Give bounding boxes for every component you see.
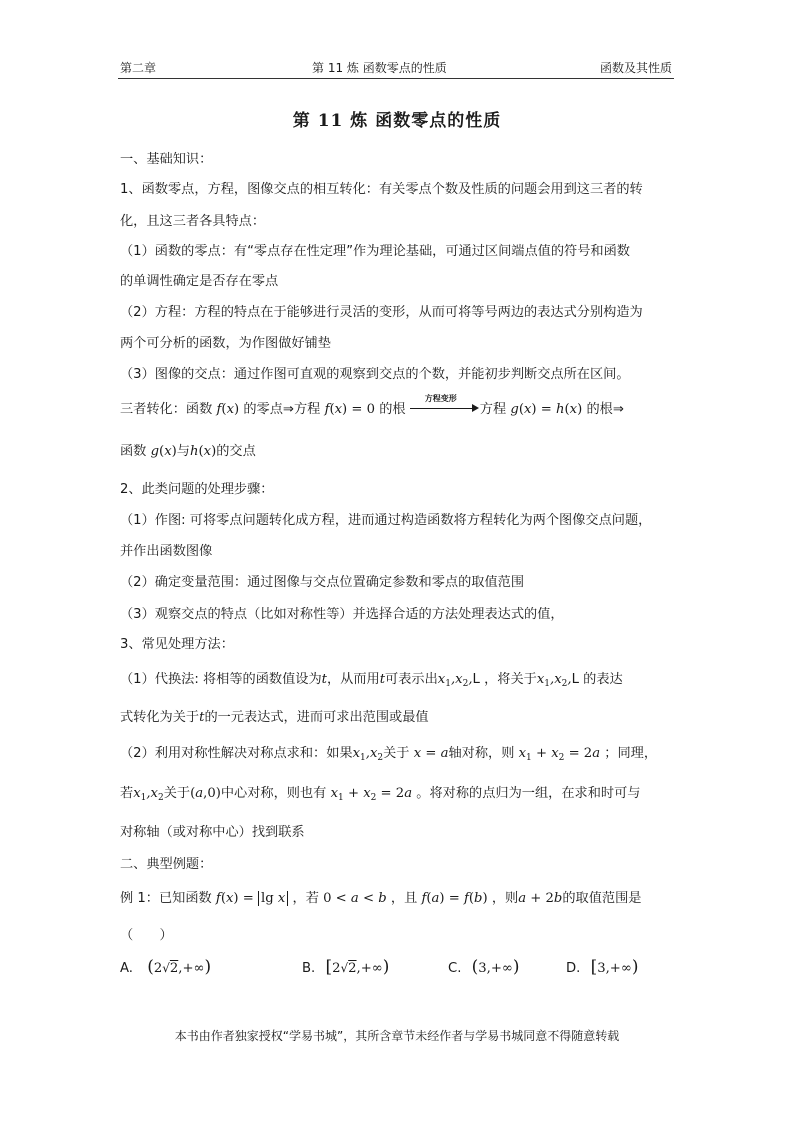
- text: 关于: [163, 786, 191, 801]
- section-steps: 2、此类问题的处理步骤：: [120, 482, 274, 497]
- math: ): [171, 444, 177, 459]
- option-a[interactable]: [120, 957, 211, 977]
- text: ，将关于: [484, 672, 537, 687]
- math: t: [379, 672, 386, 687]
- header-divider: [118, 78, 674, 79]
- section-methods: 3、常见处理方法：: [120, 637, 234, 652]
- math: (: [564, 402, 570, 417]
- text: 关于: [383, 746, 410, 761]
- text: ；同理，: [604, 746, 658, 761]
- math: x: [413, 746, 422, 761]
- text: 式转化为关于: [120, 710, 200, 725]
- text: 的取值范围是: [562, 891, 642, 906]
- math: f: [421, 891, 427, 906]
- math: $x_1$: [518, 746, 532, 763]
- text: 的一元表达式，进而可求出范围或最值: [204, 710, 429, 725]
- math: 2√2,+∞: [332, 961, 383, 976]
- math: +: [343, 786, 364, 801]
- text: 的表达: [583, 672, 623, 687]
- text: 函数: [120, 444, 147, 459]
- math: (: [221, 402, 227, 417]
- text: 例 1：已知函数: [120, 891, 212, 906]
- option-c[interactable]: [448, 957, 520, 977]
- text: 可表示出: [385, 672, 438, 687]
- math: $x_1,x_2$: [352, 746, 384, 763]
- text: 轴对称，则: [448, 746, 515, 761]
- conversion-line: [120, 440, 256, 459]
- math: (: [220, 891, 226, 906]
- math: L: [472, 672, 480, 687]
- text: 的交点: [216, 444, 256, 459]
- math: h: [189, 444, 199, 459]
- math: (: [147, 957, 154, 977]
- text: 三者转化：函数: [120, 402, 213, 417]
- math: $x_1,x_2$,: [536, 672, 572, 689]
- math: a: [431, 891, 440, 906]
- math: (: [471, 957, 479, 977]
- math: h: [556, 402, 565, 417]
- math: x: [226, 402, 234, 417]
- math: =: [421, 746, 441, 761]
- math: lg x: [258, 891, 288, 906]
- text: （1）代换法: 将相等的函数值设为: [120, 672, 322, 687]
- math: <: [358, 891, 379, 906]
- math: 0 <: [323, 891, 351, 906]
- header-chapter: 第二章: [120, 61, 157, 75]
- math: x: [203, 444, 212, 459]
- math: ) = 0: [342, 402, 376, 417]
- arrow-icon: [410, 394, 480, 416]
- math: +: [531, 746, 552, 761]
- paragraph: 两个可分析的函数，为作图做好铺垫: [120, 336, 331, 351]
- text: ，则: [491, 891, 519, 906]
- method-symmetry: 对称轴（或对称中心）找到联系: [120, 825, 305, 840]
- option-label: B.: [302, 961, 316, 976]
- math: a: [518, 891, 527, 906]
- math: 3,+∞: [597, 961, 632, 976]
- method-substitution: [120, 706, 429, 725]
- math: x: [523, 402, 532, 417]
- conversion-line: [120, 394, 624, 417]
- option-label: C.: [448, 961, 462, 976]
- math: a: [195, 786, 204, 801]
- math: ) =: [233, 891, 258, 906]
- math: ): [482, 891, 488, 906]
- math: $x_2$: [363, 786, 377, 803]
- text: 与: [176, 444, 190, 459]
- text: 的根⇒: [586, 402, 624, 417]
- text: 方程: [479, 402, 507, 417]
- math: ): [234, 402, 240, 417]
- option-d[interactable]: [566, 957, 638, 977]
- math: ): [382, 957, 390, 977]
- paragraph: （1）函数的零点：有“零点存在性定理”作为理论基础，可通过区间端点值的符号和函数: [120, 244, 630, 259]
- math: [: [325, 957, 333, 977]
- math: ,0): [203, 786, 221, 801]
- math: f: [324, 402, 330, 417]
- math: b: [553, 891, 563, 906]
- section-examples: 二、典型例题：: [120, 857, 213, 872]
- math: $x_1,x_2$: [133, 786, 164, 803]
- arrow-label: 方程变形: [424, 394, 457, 403]
- paragraph: 化，且这三者各具特点：: [120, 214, 266, 229]
- paragraph: 1、函数零点，方程，图像交点的相互转化：有关零点个数及性质的问题会用到这三者的转: [120, 182, 643, 197]
- math: a: [440, 746, 449, 761]
- text: 的零点⇒方程: [243, 402, 321, 417]
- paragraph: 并作出函数图像: [120, 544, 213, 559]
- math: t: [199, 710, 205, 725]
- math: (: [468, 891, 475, 906]
- math: $x_2$: [551, 746, 565, 763]
- math: (: [426, 891, 432, 906]
- math: = 2: [564, 746, 593, 761]
- math: f: [215, 891, 221, 906]
- math: b: [474, 891, 483, 906]
- math: ): [204, 957, 212, 977]
- math: b: [378, 891, 387, 906]
- paragraph: （2）方程：方程的特点在于能够进行灵活的变形，从而可将等号两边的表达式分别构造为: [120, 305, 643, 320]
- paragraph: （1）作图: 可将零点问题转化成方程，进而通过构造函数将方程转化为两个图像交点问题，: [120, 513, 652, 528]
- math: ) =: [439, 891, 464, 906]
- math: ): [512, 957, 520, 977]
- math: [: [590, 957, 598, 977]
- paragraph: （3）观察交点的特点（比如对称性等）并选择合适的方法处理表达式的值，: [120, 607, 564, 622]
- text: ，若: [292, 891, 319, 906]
- math: $x_1,x_2$,: [437, 672, 473, 689]
- math: x: [164, 444, 172, 459]
- math: $x_1$: [330, 786, 344, 803]
- math: (: [159, 444, 165, 459]
- math: (: [190, 786, 196, 801]
- paragraph: 的单调性确定是否存在零点: [120, 274, 279, 289]
- math: f: [463, 891, 469, 906]
- math: L: [571, 672, 579, 687]
- math: g: [150, 444, 160, 459]
- copyright-notice: 本书由作者独家授权“学易书城”，其所含章节未经作者与学易书城同意不得随意转载: [174, 1029, 620, 1043]
- text: 中心对称，则也有: [220, 786, 327, 801]
- math: ): [631, 957, 639, 977]
- math: g: [510, 402, 519, 417]
- math: + 2: [526, 891, 554, 906]
- header-lesson: 第 11 炼 函数零点的性质: [312, 61, 447, 75]
- paragraph: （2）确定变量范围：通过图像与交点位置确定参数和零点的取值范围: [120, 575, 525, 590]
- math: ): [211, 444, 217, 459]
- math: 3,+∞: [478, 961, 513, 976]
- method-substitution: [120, 668, 623, 687]
- text: 若: [120, 786, 134, 801]
- option-b[interactable]: [302, 957, 389, 977]
- text: 。将对称的点归为一组，在求和时可与: [416, 786, 641, 801]
- example-1-stem: [120, 887, 642, 906]
- math: 2√2,+∞: [153, 961, 205, 976]
- section-basics: 一、基础知识：: [120, 152, 213, 167]
- text: （2）利用对称性解决对称点求和：如果: [120, 746, 353, 761]
- paragraph: （3）图像的交点：通过作图可直观的观察到交点的个数，并能初步判断交点所在区间。: [120, 367, 630, 382]
- header-topic: 函数及其性质: [600, 61, 673, 75]
- option-label: A.: [120, 961, 133, 976]
- math: f: [216, 402, 222, 417]
- math: = 2: [376, 786, 405, 801]
- math: a: [350, 891, 359, 906]
- text: ，且: [390, 891, 418, 906]
- math: x: [569, 402, 578, 417]
- math: ): [577, 402, 583, 417]
- math: (: [198, 444, 204, 459]
- math: a: [592, 746, 601, 761]
- math: (: [518, 402, 524, 417]
- math: ) =: [531, 402, 557, 417]
- page-title: 第 11 炼 函数零点的性质: [292, 111, 502, 131]
- math: a: [404, 786, 413, 801]
- math: x: [334, 402, 343, 417]
- text: ，从而用: [326, 672, 380, 687]
- option-label: D.: [566, 961, 581, 976]
- math: (: [329, 402, 335, 417]
- math: t: [321, 672, 327, 687]
- math: x: [225, 891, 234, 906]
- method-symmetry: [120, 742, 657, 761]
- method-symmetry: [120, 782, 640, 801]
- answer-blank: （ ）: [120, 928, 173, 943]
- text: 的根: [379, 402, 406, 417]
